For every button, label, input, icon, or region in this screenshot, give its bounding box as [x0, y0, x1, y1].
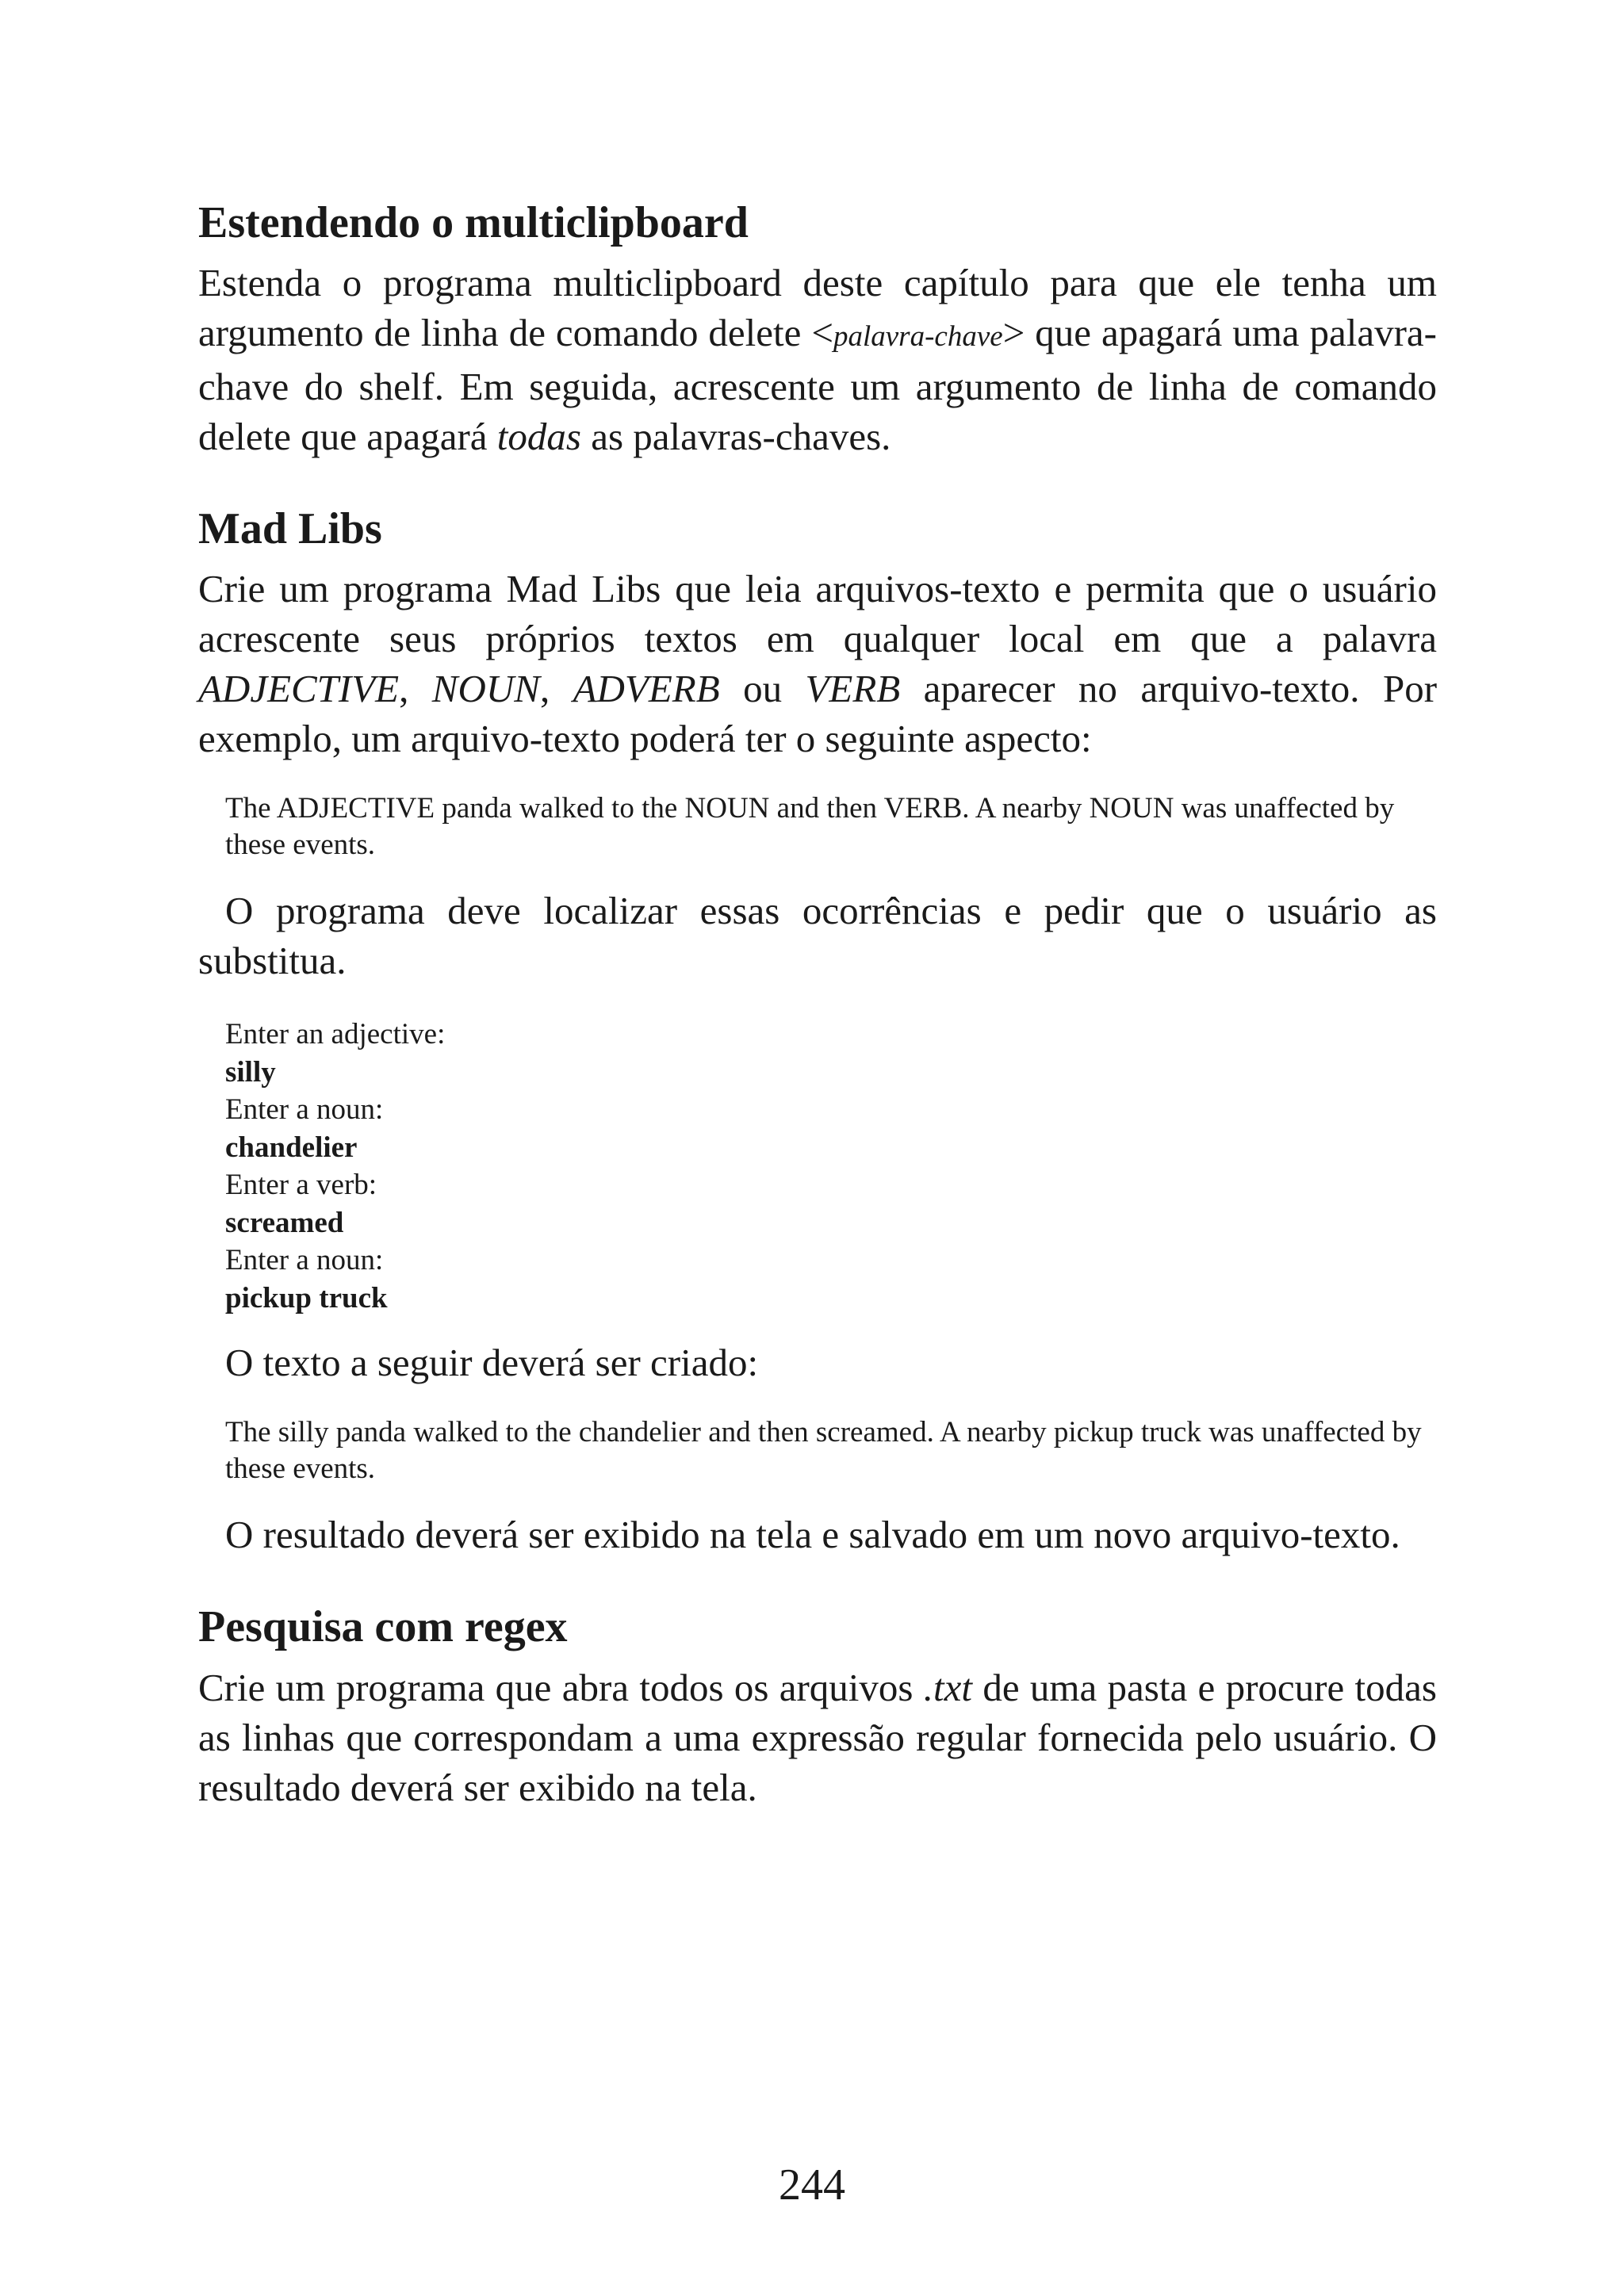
regex-paragraph — [198, 1663, 1437, 1812]
dialog-prompt: Enter a noun: — [225, 1244, 384, 1277]
page-number: 244 — [779, 2160, 845, 2210]
section-heading-madlibs: Mad Libs — [198, 504, 382, 554]
word-adjective: ADJECTIVE — [198, 667, 400, 711]
multiclipboard-paragraph — [198, 258, 1437, 461]
madlibs-text-b: aparecer no arquivo-texto. Por exemplo, um arquivo-texto poderá ter o seguinte aspecto: — [198, 667, 1438, 761]
emphasis-todas: todas — [496, 415, 581, 459]
word-noun: NOUN — [431, 667, 540, 711]
example-template-text: The ADJECTIVE panda walked to the NOUN and then VERB. A nearby NOUN was unaffected by these events. — [225, 792, 1395, 862]
madlibs-instruction-paragraph: O programa deve localizar essas ocorrências e pedir que o usuário as substitua. — [198, 889, 1437, 983]
word-verb: VERB — [805, 667, 901, 711]
madlibs-output-paragraph: O resultado deverá ser exibido na tela e salvado em um novo arquivo-texto. — [225, 1513, 1400, 1557]
example-result-text: The silly panda walked to the chandelier and then screamed. A nearby pickup truck was unaffected by these events. — [225, 1416, 1422, 1486]
document-page — [198, 187, 1437, 1812]
madlibs-intro-paragraph — [198, 564, 1437, 763]
multiclipboard-text-b: > que apagará uma palavra-chave do shelf. Em seguida, acrescente um argumento de linha de comando delete que apagará — [198, 311, 1437, 459]
separator: , — [539, 667, 573, 711]
keyword-argument: palavra-chave — [833, 320, 1003, 354]
dialog-answer: pickup truck — [225, 1281, 388, 1314]
dialog-prompt: Enter a noun: — [225, 1093, 384, 1127]
dialog-prompt: Enter an adjective: — [225, 1018, 446, 1051]
dialog-prompt: Enter a verb: — [225, 1169, 377, 1202]
madlibs-text-a: Crie um programa Mad Libs que leia arquivos-texto e permita que o usuário acrescente seus próprios textos em qualquer local em que a palavra — [198, 567, 1437, 661]
word-adverb: ADVERB — [573, 667, 720, 711]
regex-text-a: Crie um programa que abra todos os arquivos — [198, 1665, 924, 1709]
section-heading-regex: Pesquisa com regex — [198, 1602, 568, 1652]
separator: , — [399, 667, 432, 711]
multiclipboard-text-c: as palavras-chaves. — [580, 415, 891, 459]
dialog-answer: silly — [225, 1055, 276, 1089]
regex-text-b: de uma pasta e procure todas as linhas que correspondam a uma expressão regular fornecida pelo usuário. O resultado deverá ser exibido na tela. — [198, 1665, 1437, 1809]
separator: ou — [719, 667, 806, 711]
dialog-answer: screamed — [225, 1206, 344, 1239]
example-dialog — [198, 1016, 1437, 1317]
madlibs-result-intro: O texto a seguir deverá ser criado: — [225, 1341, 759, 1385]
section-heading-multiclipboard: Estendendo o multiclipboard — [198, 198, 749, 247]
emphasis-txt: .txt — [923, 1665, 973, 1709]
dialog-answer: chandelier — [225, 1131, 358, 1164]
multiclipboard-text-a: Estenda o programa multiclipboard deste capítulo para que ele tenha um argumento de linha de comando delete < — [198, 261, 1437, 355]
